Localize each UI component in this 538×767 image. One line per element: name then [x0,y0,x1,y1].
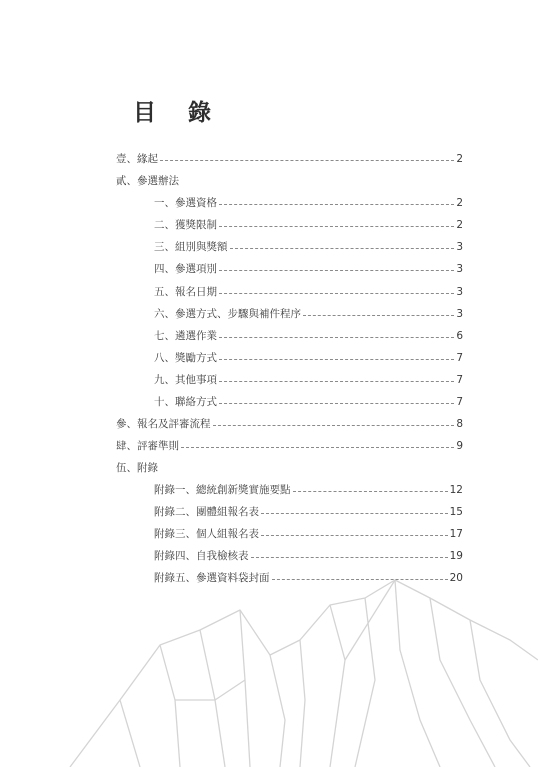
toc-page: 2 [456,197,463,209]
toc-section-s5: 伍、附錄 [116,462,158,474]
toc-entry-s2-10[interactable] [154,394,463,410]
toc-page: 3 [456,241,463,253]
toc-page: 12 [449,484,463,496]
leader-dots [293,490,448,492]
toc-label: 六、參選方式、步驟與補件程序 [154,308,301,320]
toc-entry-s2-4[interactable] [154,261,463,277]
toc-page: 7 [456,396,463,408]
toc-label: 肆、評審準則 [116,440,179,452]
leader-dots [230,247,455,249]
leader-dots [219,380,454,382]
toc-label: 附錄二、團體組報名表 [154,506,259,518]
toc-entry-s2-9[interactable] [154,372,463,388]
toc-page: 15 [449,506,463,518]
toc-page: 3 [456,286,463,298]
toc-page: 6 [456,330,463,342]
toc-label: 九、其他事項 [154,374,217,386]
toc-entry-s2-1[interactable] [154,195,463,211]
leader-dots [181,446,454,448]
toc-entry-s5-4[interactable] [154,548,463,564]
leader-dots [219,402,454,404]
toc-label: 三、組別與獎額 [154,241,228,253]
toc-label: 一、參選資格 [154,197,217,209]
leader-dots [303,314,454,316]
toc-label: 附錄一、總統創新獎實施要點 [154,484,291,496]
toc-entry-s2-6[interactable] [154,306,463,322]
toc-entry-s5-2[interactable] [154,504,463,520]
toc-page: 2 [456,219,463,231]
toc-entry-s2-2[interactable] [154,217,463,233]
leader-dots [261,534,448,536]
toc-entry-s4[interactable] [116,438,463,454]
leader-dots [219,269,454,271]
toc-entry-s2-8[interactable] [154,350,463,366]
toc-page: 19 [449,550,463,562]
page-title: 目 錄 [133,100,224,126]
toc-page: 8 [456,418,463,430]
leader-dots [219,203,454,205]
toc-label: 十、聯絡方式 [154,396,217,408]
leader-dots [272,578,448,580]
toc-page: 2 [456,153,463,165]
leader-dots [213,424,455,426]
toc-label: 五、報名日期 [154,286,217,298]
toc-page: 20 [449,572,463,584]
toc-label: 七、遴選作業 [154,330,217,342]
toc-entry-s2-5[interactable] [154,284,463,300]
leader-dots [219,292,454,294]
toc-label: 四、參選項別 [154,263,217,275]
leader-dots [219,225,454,227]
toc-entry-s2-7[interactable] [154,328,463,344]
toc-page: 9 [456,440,463,452]
toc-page: 7 [456,374,463,386]
toc-page: 7 [456,352,463,364]
toc-entry-s1[interactable] [116,151,463,167]
toc-entry-s2-3[interactable] [154,239,463,255]
toc-page: 3 [456,308,463,320]
leader-dots [251,556,448,558]
leader-dots [160,159,454,161]
toc-entry-s3[interactable] [116,416,463,432]
leader-dots [219,336,454,338]
toc-label: 八、獎勵方式 [154,352,217,364]
toc-label: 附錄三、個人組報名表 [154,528,259,540]
toc-entry-s5-3[interactable] [154,526,463,542]
toc-page: 3 [456,263,463,275]
leader-dots [219,358,454,360]
toc-entry-s5-1[interactable] [154,482,463,498]
toc-label: 二、獲獎限制 [154,219,217,231]
toc-section-s2: 貳、參選辦法 [116,175,179,187]
toc-entry-s5-5[interactable] [154,570,463,586]
toc-label: 參、報名及評審流程 [116,418,211,430]
toc-page: 17 [449,528,463,540]
toc-label: 附錄四、自我檢核表 [154,550,249,562]
leader-dots [261,512,448,514]
toc-label: 壹、緣起 [116,153,158,165]
toc-label: 附錄五、參選資料袋封面 [154,572,270,584]
